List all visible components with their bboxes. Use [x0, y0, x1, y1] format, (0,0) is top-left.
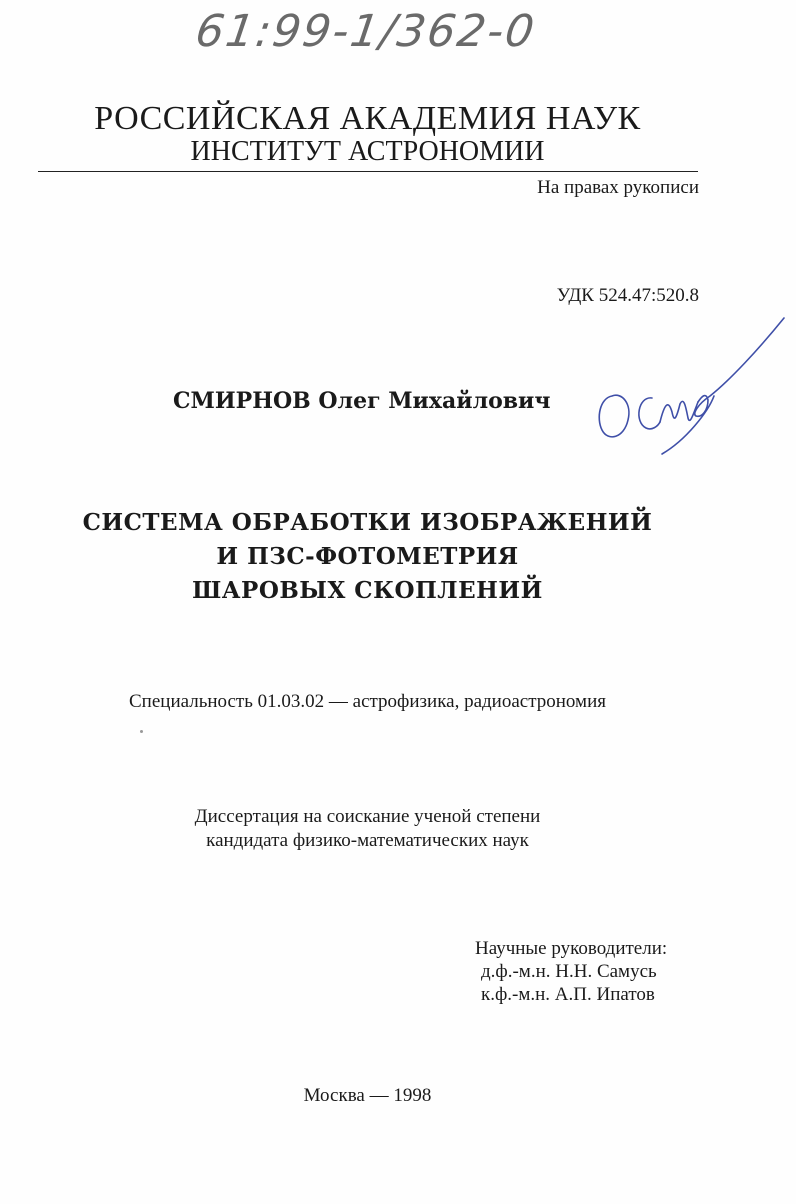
manuscript-note: На правах рукописи: [537, 177, 699, 198]
academy-name: РОССИЙСКАЯ АКАДЕМИЯ НАУК: [94, 100, 641, 137]
supervisor-1: д.ф.-м.н. Н.Н. Самусь: [481, 961, 657, 982]
specialty-line: Специальность 01.03.02 — астрофизика, радиоастрономия: [129, 691, 606, 712]
supervisors-heading: Научные руководители:: [475, 938, 668, 959]
dissertation-line-1: Диссертация на соискание ученой степени: [194, 806, 541, 827]
author-name: СМИРНОВ Олег Михайлович: [173, 388, 551, 414]
dissertation-line-2: кандидата физико-математических наук: [206, 830, 529, 851]
institute-name: ИНСТИТУТ АСТРОНОМИИ: [190, 136, 545, 167]
udk-code: УДК 524.47:520.8: [556, 285, 699, 306]
title-line-2: И ПЗС-ФОТОМЕТРИЯ: [216, 543, 519, 570]
header-divider: [38, 171, 698, 172]
title-line-1: СИСТЕМА ОБРАБОТКИ ИЗОБРАЖЕНИЙ: [82, 509, 653, 536]
title-line-3: ШАРОВЫХ СКОПЛЕНИЙ: [192, 577, 543, 604]
city-year: Москва — 1998: [303, 1085, 432, 1106]
handwritten-inventory-code: 61:99-1/362-0: [192, 6, 539, 57]
handwritten-signature: [590, 300, 790, 470]
scan-speck: [140, 730, 143, 733]
supervisor-2: к.ф.-м.н. А.П. Ипатов: [481, 984, 655, 1005]
